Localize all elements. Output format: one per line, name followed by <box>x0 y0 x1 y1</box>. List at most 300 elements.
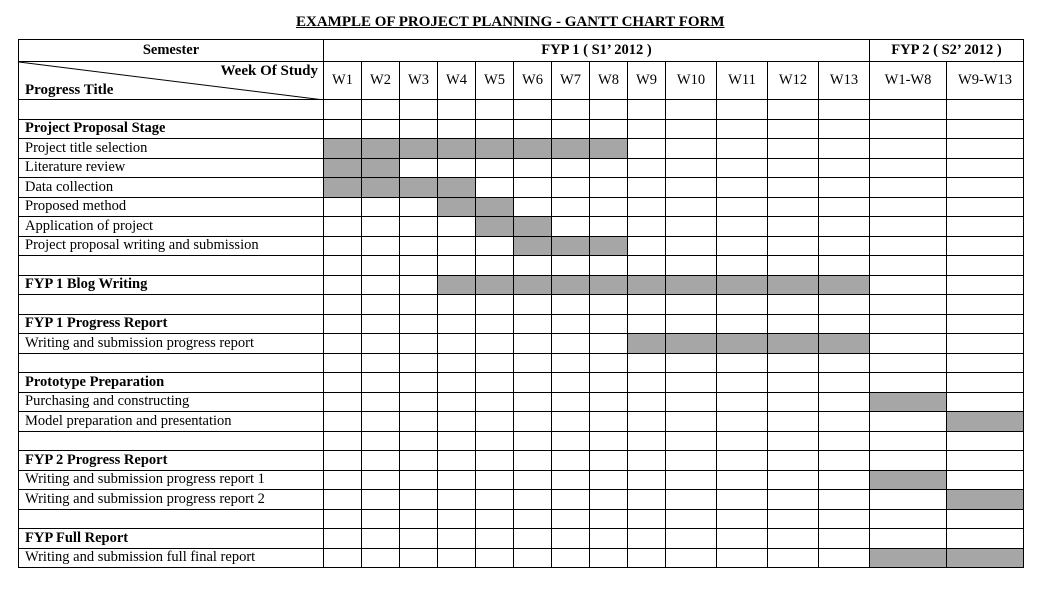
empty-cell <box>362 392 400 412</box>
empty-cell <box>628 470 666 490</box>
empty-cell <box>400 275 438 295</box>
empty-cell <box>590 529 628 549</box>
gantt-bar-cell <box>947 490 1024 510</box>
empty-cell <box>717 470 768 490</box>
empty-cell <box>438 334 476 354</box>
empty-cell <box>666 236 717 256</box>
gantt-bar-cell <box>324 178 362 198</box>
empty-cell <box>324 373 362 393</box>
week-header-cell: W9 <box>628 62 666 100</box>
empty-cell <box>552 100 590 120</box>
gantt-bar-cell <box>362 178 400 198</box>
task-row <box>19 178 1024 198</box>
empty-cell <box>438 158 476 178</box>
week-header-cell: W9-W13 <box>947 62 1024 100</box>
empty-cell <box>947 119 1024 139</box>
task-label <box>19 256 324 276</box>
empty-cell <box>362 256 400 276</box>
gantt-bar-cell <box>552 236 590 256</box>
empty-cell <box>628 548 666 568</box>
empty-cell <box>476 314 514 334</box>
gantt-bar-cell <box>947 412 1024 432</box>
empty-cell <box>400 548 438 568</box>
empty-cell <box>628 490 666 510</box>
gantt-bar-cell <box>590 236 628 256</box>
empty-cell <box>628 412 666 432</box>
empty-cell <box>552 119 590 139</box>
empty-cell <box>717 412 768 432</box>
empty-cell <box>362 470 400 490</box>
empty-cell <box>628 119 666 139</box>
empty-cell <box>628 353 666 373</box>
empty-cell <box>552 314 590 334</box>
empty-cell <box>476 334 514 354</box>
week-header-cell: W1-W8 <box>870 62 947 100</box>
empty-cell <box>819 548 870 568</box>
progress-title-label: Progress Title <box>25 82 114 98</box>
empty-cell <box>514 295 552 315</box>
task-label: Model preparation and presentation <box>19 412 324 432</box>
empty-cell <box>438 451 476 471</box>
empty-cell <box>590 295 628 315</box>
empty-cell <box>324 392 362 412</box>
gantt-bar-cell <box>514 139 552 159</box>
week-header-cell: W7 <box>552 62 590 100</box>
empty-cell <box>819 529 870 549</box>
task-label: Proposed method <box>19 197 324 217</box>
empty-cell <box>819 217 870 237</box>
empty-cell <box>400 392 438 412</box>
empty-cell <box>590 314 628 334</box>
empty-cell <box>768 509 819 529</box>
week-header-cell: W13 <box>819 62 870 100</box>
gantt-bar-cell <box>362 139 400 159</box>
gantt-bar-cell <box>552 139 590 159</box>
empty-cell <box>717 139 768 159</box>
empty-cell <box>400 470 438 490</box>
empty-cell <box>552 295 590 315</box>
empty-cell <box>400 490 438 510</box>
task-label: Writing and submission progress report <box>19 334 324 354</box>
task-row <box>19 548 1024 568</box>
empty-cell <box>362 548 400 568</box>
empty-cell <box>819 197 870 217</box>
empty-cell <box>362 217 400 237</box>
empty-cell <box>768 451 819 471</box>
empty-cell <box>768 431 819 451</box>
empty-cell <box>717 256 768 276</box>
section-row <box>19 529 1024 549</box>
week-header-cell: W11 <box>717 62 768 100</box>
empty-cell <box>324 217 362 237</box>
gantt-bar-cell <box>666 275 717 295</box>
empty-cell <box>552 334 590 354</box>
empty-cell <box>590 392 628 412</box>
empty-cell <box>819 490 870 510</box>
empty-cell <box>947 392 1024 412</box>
empty-cell <box>819 373 870 393</box>
empty-cell <box>947 197 1024 217</box>
empty-cell <box>552 217 590 237</box>
empty-cell <box>666 548 717 568</box>
empty-cell <box>666 119 717 139</box>
empty-cell <box>552 412 590 432</box>
task-label <box>19 295 324 315</box>
empty-cell <box>628 256 666 276</box>
empty-cell <box>819 431 870 451</box>
empty-cell <box>590 412 628 432</box>
empty-cell <box>870 119 947 139</box>
empty-cell <box>400 314 438 334</box>
empty-cell <box>717 353 768 373</box>
empty-cell <box>400 119 438 139</box>
week-header-cell: W3 <box>400 62 438 100</box>
task-label <box>19 431 324 451</box>
empty-cell <box>870 334 947 354</box>
task-row <box>19 217 1024 237</box>
empty-cell <box>400 236 438 256</box>
empty-cell <box>717 236 768 256</box>
task-row <box>19 470 1024 490</box>
empty-cell <box>324 548 362 568</box>
empty-cell <box>717 178 768 198</box>
gantt-bar-cell <box>870 392 947 412</box>
empty-cell <box>476 100 514 120</box>
empty-cell <box>552 158 590 178</box>
empty-cell <box>590 509 628 529</box>
empty-cell <box>666 314 717 334</box>
empty-cell <box>400 100 438 120</box>
empty-cell <box>870 373 947 393</box>
empty-cell <box>362 353 400 373</box>
gantt-bar-cell <box>628 275 666 295</box>
empty-cell <box>362 451 400 471</box>
empty-cell <box>362 490 400 510</box>
gantt-bar-cell <box>717 334 768 354</box>
empty-cell <box>717 490 768 510</box>
empty-cell <box>768 158 819 178</box>
spacer-row <box>19 509 1024 529</box>
empty-cell <box>476 529 514 549</box>
empty-cell <box>870 412 947 432</box>
task-row <box>19 490 1024 510</box>
week-header-cell: W12 <box>768 62 819 100</box>
empty-cell <box>717 392 768 412</box>
empty-cell <box>819 100 870 120</box>
gantt-table <box>18 39 1024 568</box>
week-header-cell: W8 <box>590 62 628 100</box>
empty-cell <box>947 275 1024 295</box>
gantt-bar-cell <box>666 334 717 354</box>
gantt-bar-cell <box>870 548 947 568</box>
empty-cell <box>870 139 947 159</box>
empty-cell <box>870 295 947 315</box>
empty-cell <box>324 236 362 256</box>
empty-cell <box>362 236 400 256</box>
empty-cell <box>552 509 590 529</box>
gantt-bar-cell <box>438 197 476 217</box>
empty-cell <box>870 431 947 451</box>
task-label: Writing and submission progress report 2 <box>19 490 324 510</box>
empty-cell <box>552 529 590 549</box>
empty-cell <box>628 236 666 256</box>
empty-cell <box>819 412 870 432</box>
gantt-bar-cell <box>476 139 514 159</box>
empty-cell <box>514 158 552 178</box>
empty-cell <box>819 314 870 334</box>
empty-cell <box>476 548 514 568</box>
empty-cell <box>514 100 552 120</box>
task-label: Writing and submission full final report <box>19 548 324 568</box>
empty-cell <box>819 451 870 471</box>
empty-cell <box>947 451 1024 471</box>
empty-cell <box>666 197 717 217</box>
empty-cell <box>514 490 552 510</box>
empty-cell <box>628 158 666 178</box>
week-of-study-label: Week Of Study <box>220 63 318 79</box>
spacer-row <box>19 353 1024 373</box>
empty-cell <box>870 158 947 178</box>
empty-cell <box>666 295 717 315</box>
empty-cell <box>947 295 1024 315</box>
gantt-bar-cell <box>324 158 362 178</box>
empty-cell <box>819 392 870 412</box>
empty-cell <box>438 529 476 549</box>
empty-cell <box>438 431 476 451</box>
spacer-row <box>19 295 1024 315</box>
empty-cell <box>819 509 870 529</box>
empty-cell <box>514 256 552 276</box>
empty-cell <box>947 334 1024 354</box>
task-row <box>19 412 1024 432</box>
empty-cell <box>400 529 438 549</box>
empty-cell <box>552 490 590 510</box>
section-label: FYP Full Report <box>19 529 324 549</box>
empty-cell <box>552 178 590 198</box>
empty-cell <box>438 470 476 490</box>
empty-cell <box>666 158 717 178</box>
empty-cell <box>590 197 628 217</box>
empty-cell <box>590 217 628 237</box>
empty-cell <box>324 412 362 432</box>
week-header-cell: W1 <box>324 62 362 100</box>
week-header-row <box>19 62 1024 100</box>
empty-cell <box>717 197 768 217</box>
empty-cell <box>717 509 768 529</box>
empty-cell <box>717 529 768 549</box>
empty-cell <box>947 139 1024 159</box>
empty-cell <box>628 509 666 529</box>
empty-cell <box>870 197 947 217</box>
empty-cell <box>552 548 590 568</box>
empty-cell <box>628 178 666 198</box>
empty-cell <box>666 451 717 471</box>
task-label <box>19 509 324 529</box>
empty-cell <box>947 529 1024 549</box>
empty-cell <box>819 139 870 159</box>
empty-cell <box>628 431 666 451</box>
empty-cell <box>438 119 476 139</box>
gantt-bar-cell <box>717 275 768 295</box>
task-row <box>19 158 1024 178</box>
empty-cell <box>768 295 819 315</box>
empty-cell <box>628 392 666 412</box>
empty-cell <box>717 158 768 178</box>
empty-cell <box>590 353 628 373</box>
empty-cell <box>514 431 552 451</box>
empty-cell <box>476 451 514 471</box>
gantt-bar-cell <box>514 217 552 237</box>
empty-cell <box>768 314 819 334</box>
gantt-bar-cell <box>476 197 514 217</box>
empty-cell <box>717 295 768 315</box>
empty-cell <box>666 431 717 451</box>
header-diagonal-cell <box>19 62 324 100</box>
empty-cell <box>514 470 552 490</box>
empty-cell <box>514 451 552 471</box>
empty-cell <box>400 334 438 354</box>
empty-cell <box>476 509 514 529</box>
empty-cell <box>362 197 400 217</box>
task-label <box>19 100 324 120</box>
empty-cell <box>590 451 628 471</box>
empty-cell <box>819 236 870 256</box>
empty-cell <box>590 548 628 568</box>
empty-cell <box>400 451 438 471</box>
empty-cell <box>514 548 552 568</box>
empty-cell <box>476 412 514 432</box>
empty-cell <box>628 373 666 393</box>
empty-cell <box>400 373 438 393</box>
task-row <box>19 334 1024 354</box>
empty-cell <box>362 412 400 432</box>
empty-cell <box>400 256 438 276</box>
gantt-bar-cell <box>400 139 438 159</box>
section-row <box>19 314 1024 334</box>
empty-cell <box>768 529 819 549</box>
gantt-bar-cell <box>590 139 628 159</box>
task-row <box>19 392 1024 412</box>
section-label: FYP 1 Blog Writing <box>19 275 324 295</box>
empty-cell <box>362 119 400 139</box>
task-label: Data collection <box>19 178 324 198</box>
empty-cell <box>438 490 476 510</box>
section-label: Project Proposal Stage <box>19 119 324 139</box>
empty-cell <box>590 256 628 276</box>
empty-cell <box>476 119 514 139</box>
task-row <box>19 139 1024 159</box>
empty-cell <box>438 373 476 393</box>
page-title: EXAMPLE OF PROJECT PLANNING - GANTT CHART FORM <box>296 14 725 30</box>
empty-cell <box>768 197 819 217</box>
task-label: Project title selection <box>19 139 324 159</box>
empty-cell <box>514 314 552 334</box>
empty-cell <box>628 314 666 334</box>
gantt-bar-cell <box>324 139 362 159</box>
empty-cell <box>438 100 476 120</box>
empty-cell <box>666 178 717 198</box>
empty-cell <box>438 217 476 237</box>
gantt-bar-cell <box>400 178 438 198</box>
empty-cell <box>590 100 628 120</box>
empty-cell <box>590 178 628 198</box>
empty-cell <box>514 197 552 217</box>
empty-cell <box>628 295 666 315</box>
empty-cell <box>476 236 514 256</box>
section-label: FYP 1 Progress Report <box>19 314 324 334</box>
empty-cell <box>870 178 947 198</box>
empty-cell <box>324 529 362 549</box>
gantt-bar-cell <box>362 158 400 178</box>
empty-cell <box>514 412 552 432</box>
gantt-bar-cell <box>476 275 514 295</box>
gantt-bar-cell <box>514 236 552 256</box>
empty-cell <box>947 256 1024 276</box>
empty-cell <box>870 451 947 471</box>
gantt-bar-cell <box>768 275 819 295</box>
empty-cell <box>768 412 819 432</box>
spacer-row <box>19 431 1024 451</box>
empty-cell <box>324 275 362 295</box>
empty-cell <box>768 119 819 139</box>
empty-cell <box>870 490 947 510</box>
task-row <box>19 197 1024 217</box>
empty-cell <box>514 334 552 354</box>
empty-cell <box>552 431 590 451</box>
fyp2-header: FYP 2 ( S2’ 2012 ) <box>870 40 1024 62</box>
empty-cell <box>768 392 819 412</box>
empty-cell <box>438 412 476 432</box>
semester-label: Semester <box>19 40 324 62</box>
empty-cell <box>438 392 476 412</box>
gantt-bar-cell <box>819 275 870 295</box>
empty-cell <box>514 373 552 393</box>
empty-cell <box>666 373 717 393</box>
task-label <box>19 353 324 373</box>
empty-cell <box>666 139 717 159</box>
empty-cell <box>476 295 514 315</box>
week-header-cell: W2 <box>362 62 400 100</box>
empty-cell <box>476 431 514 451</box>
section-row <box>19 373 1024 393</box>
week-header-cell: W6 <box>514 62 552 100</box>
empty-cell <box>324 470 362 490</box>
empty-cell <box>324 100 362 120</box>
empty-cell <box>666 509 717 529</box>
empty-cell <box>947 100 1024 120</box>
empty-cell <box>628 529 666 549</box>
empty-cell <box>400 158 438 178</box>
empty-cell <box>438 353 476 373</box>
empty-cell <box>476 256 514 276</box>
empty-cell <box>514 509 552 529</box>
empty-cell <box>947 314 1024 334</box>
empty-cell <box>947 470 1024 490</box>
empty-cell <box>666 353 717 373</box>
empty-cell <box>476 158 514 178</box>
week-header-cell: W5 <box>476 62 514 100</box>
empty-cell <box>476 178 514 198</box>
empty-cell <box>768 353 819 373</box>
empty-cell <box>324 451 362 471</box>
gantt-bar-cell <box>870 470 947 490</box>
empty-cell <box>666 529 717 549</box>
empty-cell <box>768 217 819 237</box>
empty-cell <box>552 392 590 412</box>
empty-cell <box>768 490 819 510</box>
empty-cell <box>717 100 768 120</box>
empty-cell <box>870 256 947 276</box>
